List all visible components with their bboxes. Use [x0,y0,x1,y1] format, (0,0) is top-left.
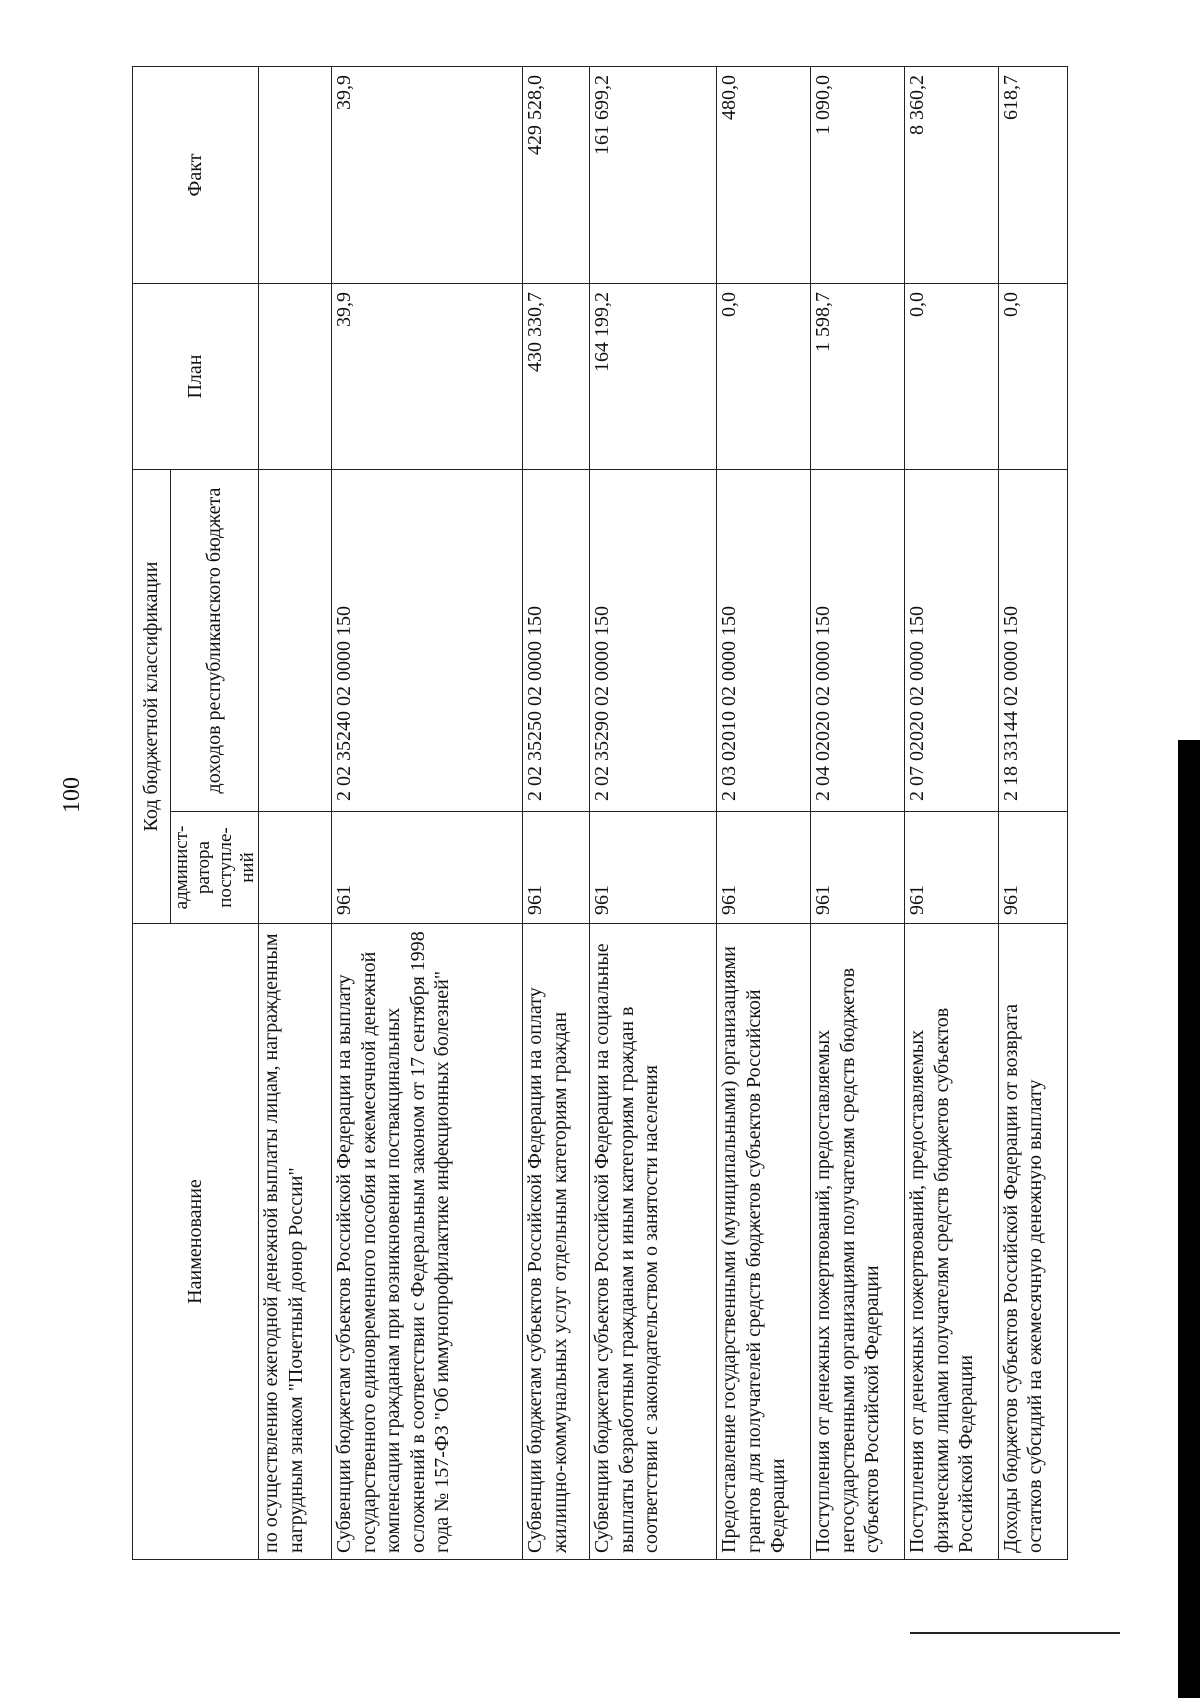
table-row [259,67,332,1560]
row-plan [259,284,332,470]
row-plan: 164 199,2 [590,284,717,470]
row-admin-code: 961 [332,812,523,924]
header-plan: План [133,284,259,470]
table-row [523,67,590,1560]
row-admin-code: 961 [590,812,717,924]
table-row [905,67,999,1560]
table-row [590,67,717,1560]
scan-edge-bar [1178,740,1200,1698]
table-row [717,67,811,1560]
row-income-code: 2 07 02020 02 0000 150 [905,470,999,812]
row-admin-code: 961 [523,812,590,924]
row-income-code: 2 02 35290 02 0000 150 [590,470,717,812]
table-row [332,67,523,1560]
row-plan: 0,0 [717,284,811,470]
row-fact: 1 090,0 [811,67,905,284]
row-fact: 429 528,0 [523,67,590,284]
row-name: Субвенции бюджетам субъектов Российской Федерации на выплату государственного единовременного пособия и ежемесячной денежной компенсации гражданам при возникновении поствакцинальных осложнений в соответствии с Федеральным законом от 17 сентября 1998 года № 157-ФЗ "Об иммунопрофилактике инфекционных болезней" [332,924,523,1560]
row-fact: 39,9 [332,67,523,284]
row-fact: 161 699,2 [590,67,717,284]
header-income: доходов республиканского бюджета [171,470,259,812]
page-number: 100 [58,777,85,813]
row-admin-code: 961 [717,812,811,924]
row-admin-code [259,812,332,924]
row-plan: 1 598,7 [811,284,905,470]
row-income-code: 2 04 02020 02 0000 150 [811,470,905,812]
row-plan: 0,0 [999,284,1068,470]
header-fact: Факт [133,67,259,284]
row-admin-code: 961 [905,812,999,924]
row-fact [259,67,332,284]
row-fact: 8 360,2 [905,67,999,284]
row-name: Поступления от денежных пожертвований, предоставляемых физическими лицами получателям средств бюджетов субъектов Российской Федерации [905,924,999,1560]
row-plan: 430 330,7 [523,284,590,470]
table-row [999,67,1068,1560]
row-name: Поступления от денежных пожертвований, предоставляемых негосударственными организациями получателям средств бюджетов субъектов Российской Федерации [811,924,905,1560]
row-income-code: 2 03 02010 02 0000 150 [717,470,811,812]
scan-mark-line [910,1632,1120,1634]
row-name: Субвенции бюджетам субъектов Российской Федерации на социальные выплаты безработным гражданам и иным категориям граждан в соответствии с законодательством о занятости населения [590,924,717,1560]
row-income-code: 2 18 33144 02 0000 150 [999,470,1068,812]
row-fact: 480,0 [717,67,811,284]
budget-table-rotated [132,67,1068,1560]
row-income-code [259,470,332,812]
row-name: Доходы бюджетов субъектов Российской Федерации от возврата остатков субсидий на ежемесячную денежную выплату [999,924,1068,1560]
row-name: по осуществлению ежегодной денежной выплаты лицам, награжденным нагрудным знаком "Почетный донор России" [259,924,332,1560]
row-name: Предоставление государственными (муниципальными) организациями грантов для получателей средств бюджетов субъектов Российской Федерации [717,924,811,1560]
budget-table [132,66,1068,1560]
table-row [811,67,905,1560]
row-admin-code: 961 [811,812,905,924]
row-name: Субвенции бюджетам субъектов Российской Федерации на оплату жилищно-коммунальных услуг отдельным категориям граждан [523,924,590,1560]
row-admin-code: 961 [999,812,1068,924]
row-plan: 39,9 [332,284,523,470]
row-income-code: 2 02 35240 02 0000 150 [332,470,523,812]
row-plan: 0,0 [905,284,999,470]
header-code-group: Код бюджетной классификации [133,470,171,924]
row-income-code: 2 02 35250 02 0000 150 [523,470,590,812]
header-name: Наименование [133,924,259,1560]
header-admin: админист-ратора поступле-ний [171,812,259,924]
row-fact: 618,7 [999,67,1068,284]
